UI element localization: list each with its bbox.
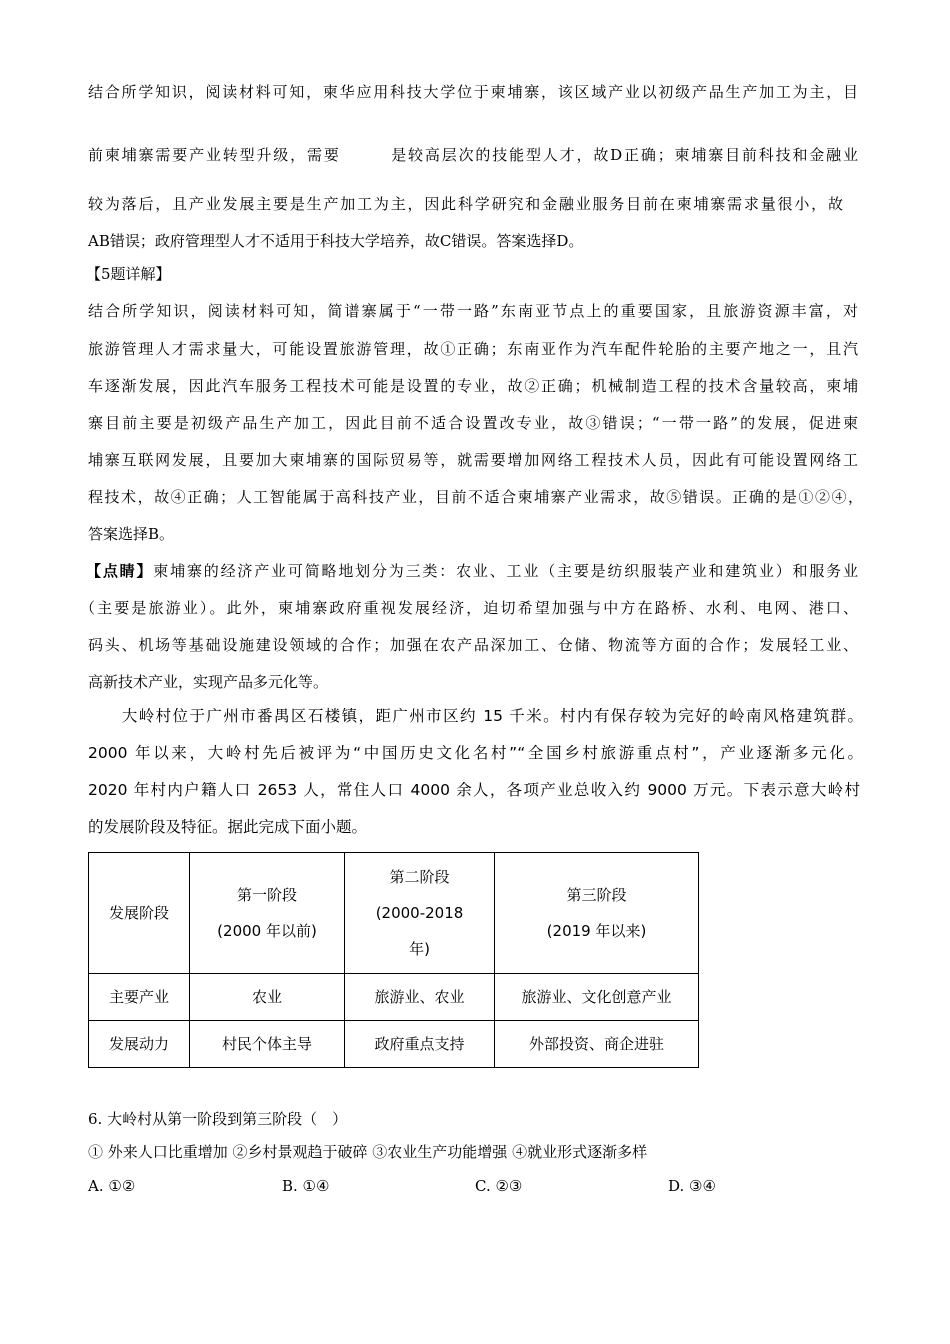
analysis5-line: 埔寨互联网发展，且要加大柬埔寨的国际贸易等，就需要增加网络工程技术人员，因此有可能设置网络工 xyxy=(88,451,858,469)
option-c[interactable]: C. ②③ xyxy=(475,1177,523,1195)
table-cell: 主要产业 xyxy=(89,974,190,1021)
header-line: 第三阶段 xyxy=(566,886,627,904)
table-header-row xyxy=(89,853,699,974)
analysis5-line: 旅游管理人才需求量大，可能设置旅游管理，故①正确；东南亚作为汽车配件轮胎的主要产地之一，且汽 xyxy=(88,340,858,358)
tip-line: 码头、机场等基础设施建设领域的合作；加强在农产品深加工、仓储、物流等方面的合作；发展轻工业、 xyxy=(88,636,858,654)
header-cell xyxy=(345,853,495,974)
material-line: 2000 年以来，大岭村先后被评为“中国历史文化名村”“全国乡村旅游重点村”，产业逐渐多元化。 xyxy=(88,744,863,762)
table-cell: 政府重点支持 xyxy=(345,1021,495,1068)
option-b[interactable]: B. ①④ xyxy=(282,1177,330,1195)
question-6-statements: ① 外来人口比重增加 ②乡村景观趋于破碎 ③农业生产功能增强 ④就业形式逐渐多样 xyxy=(88,1143,648,1161)
table-row xyxy=(89,1021,699,1068)
header-cell xyxy=(495,853,699,974)
tip-label: 【点睛】 xyxy=(86,562,154,580)
header-cell xyxy=(190,853,345,974)
development-stage-table xyxy=(88,852,699,1068)
analysis5-line: 车逐渐发展，因此汽车服务工程技术可能是设置的专业，故②正确；机械制造工程的技术含量较高，柬埔 xyxy=(88,377,858,395)
header-line: (2000 年以前) xyxy=(217,922,317,940)
analysis4-line: 前柬埔寨需要产业转型升级，需要 是较高层次的技能型人才，故D正确；柬埔寨目前科技和金融业 xyxy=(88,146,858,164)
table-cell: 外部投资、商企进驻 xyxy=(495,1021,699,1068)
analysis5-line: 程技术，故④正确；人工智能属于高科技产业，目前不适合柬埔寨产业需求，故⑤错误。正确的是①②④， xyxy=(88,488,863,506)
table-row xyxy=(89,974,699,1021)
tip-text: 柬埔寨的经济产业可简略地划分为三类：农业、工业（主要是纺织服装产业和建筑业）和服务业 xyxy=(153,562,858,580)
material-line: 大岭村位于广州市番禺区石楼镇，距广州市区约 15 千米。村内有保存较为完好的岭南风格建筑群。 xyxy=(88,707,863,725)
header-line: 年) xyxy=(409,940,430,958)
table-cell: 旅游业、文化创意产业 xyxy=(495,974,699,1021)
table-cell: 村民个体主导 xyxy=(190,1021,345,1068)
header-line: 第一阶段 xyxy=(236,886,297,904)
tip-line: （主要是旅游业）。此外，柬埔寨政府重视发展经济，迫切希望加强与中方在路桥、水利、电网、港口、 xyxy=(80,599,858,617)
analysis4-line: AB错误；政府管理型人才不适用于科技大学培养，故C错误。答案选择D。 xyxy=(88,232,584,250)
tip-line xyxy=(86,561,858,581)
question-6-stem: 6. 大岭村从第一阶段到第三阶段（ ） xyxy=(88,1110,348,1128)
analysis5-line: 结合所学知识，阅读材料可知，简谱寨属于“一带一路”东南亚节点上的重要国家，且旅游资源丰富，对 xyxy=(88,302,858,320)
tip-line: 高新技术产业，实现产品多元化等。 xyxy=(88,673,329,691)
analysis4-line: 较为落后，且产业发展主要是生产加工为主，因此科学研究和金融业服务目前在柬埔寨需求量很小，故 xyxy=(88,195,843,213)
analysis5-line: 寨目前主要是初级产品生产加工，因此目前不适合设置改专业，故③错误；“一带一路”的发展，促进柬 xyxy=(88,414,858,432)
header-line: 第二阶段 xyxy=(389,868,450,886)
table-cell: 发展动力 xyxy=(89,1021,190,1068)
header-cell: 发展阶段 xyxy=(89,853,190,974)
table-cell: 旅游业、农业 xyxy=(345,974,495,1021)
analysis5-line: 答案选择B。 xyxy=(88,525,175,543)
analysis4-line: 结合所学知识，阅读材料可知，柬华应用科技大学位于柬埔寨，该区域产业以初级产品生产加工为主，目 xyxy=(88,83,858,101)
header-line: (2019 年以来) xyxy=(546,922,647,940)
q5-heading: 【5题详解】 xyxy=(86,265,171,283)
header-line: (2000-2018 xyxy=(375,904,464,922)
material-line: 的发展阶段及特征。据此完成下面小题。 xyxy=(88,818,368,836)
material-line: 2020 年村内户籍人口 2653 人，常住人口 4000 余人，各项产业总收入约 9000 万元。下表示意大岭村 xyxy=(88,781,860,799)
option-d[interactable]: D. ③④ xyxy=(668,1177,716,1195)
table-cell: 农业 xyxy=(190,974,345,1021)
option-a[interactable]: A. ①② xyxy=(88,1177,136,1195)
